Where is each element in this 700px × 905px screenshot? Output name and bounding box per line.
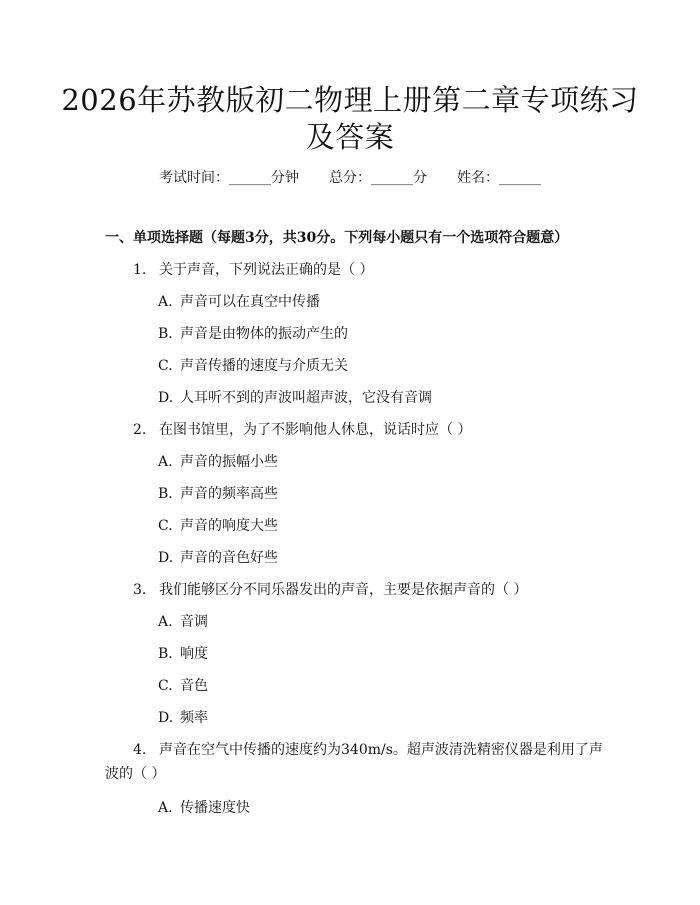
option-text: 人耳听不到的声波叫超声波，它没有音调: [180, 390, 432, 406]
option-letter: C.: [158, 678, 173, 694]
total-score-field: 总分：______分: [329, 170, 427, 186]
option-letter: A.: [158, 614, 173, 630]
question-4-option-a: [158, 798, 250, 818]
question-number: 2.: [133, 422, 147, 438]
option-letter: D.: [158, 550, 174, 566]
option-text: 声音的响度大些: [180, 518, 278, 534]
option-letter: A.: [158, 454, 173, 470]
question-text: 关于声音，下列说法正确的是（ ）: [159, 262, 374, 278]
section-title: 一、单项选择题（每题3分，共30分。下列每小题只有一个选项符合题意）: [105, 230, 569, 246]
question-text: 我们能够区分不同乐器发出的声音，主要是依据声音的（ ）: [159, 582, 528, 598]
option-text: 频率: [180, 710, 208, 726]
exam-time-field: 考试时间：______分钟: [159, 170, 299, 186]
option-letter: D.: [158, 390, 174, 406]
question-3-option-c: [158, 676, 208, 696]
option-text: 声音的振幅小些: [180, 454, 278, 470]
option-letter: A.: [158, 294, 173, 310]
question-text: 声音在空气中传播的速度约为340m/s。超声波清洗精密仪器是利用了声波的（ ）: [105, 742, 603, 782]
option-text: 声音的音色好些: [180, 550, 278, 566]
question-1-option-c: [158, 356, 348, 376]
question-1: [133, 260, 373, 280]
question-3-option-b: [158, 644, 208, 664]
option-text: 声音可以在真空中传播: [180, 294, 320, 310]
question-3-option-a: [158, 612, 208, 632]
option-letter: B.: [158, 486, 173, 502]
question-3-option-d: [158, 708, 208, 728]
question-2-option-c: [158, 516, 278, 536]
option-text: 声音传播的速度与介质无关: [180, 358, 348, 374]
option-letter: D.: [158, 710, 174, 726]
student-name-field: 姓名：______: [457, 170, 541, 186]
exam-info: [0, 168, 700, 188]
option-text: 声音的频率高些: [180, 486, 278, 502]
question-text: 在图书馆里，为了不影响他人休息，说话时应（ ）: [159, 422, 472, 438]
option-letter: B.: [158, 646, 173, 662]
question-2-option-a: [158, 452, 278, 472]
question-2-option-b: [158, 484, 278, 504]
question-2: [133, 420, 471, 440]
option-text: 传播速度快: [180, 800, 250, 816]
option-text: 音色: [180, 678, 208, 694]
document-title-line-2: 及答案: [305, 120, 395, 154]
question-4: [105, 738, 605, 786]
question-number: 3.: [133, 582, 147, 598]
option-letter: B.: [158, 326, 173, 342]
question-1-option-a: [158, 292, 320, 312]
question-3: [133, 580, 527, 600]
question-1-option-d: [158, 388, 432, 408]
option-text: 音调: [180, 614, 208, 630]
question-1-option-b: [158, 324, 348, 344]
option-text: 声音是由物体的振动产生的: [180, 326, 348, 342]
document-title-line-1: 2026年苏教版初二物理上册第二章专项练习: [61, 83, 639, 117]
question-number: 4.: [133, 742, 147, 758]
question-number: 1.: [133, 262, 147, 278]
option-letter: A.: [158, 800, 173, 816]
option-text: 响度: [180, 646, 208, 662]
question-2-option-d: [158, 548, 278, 568]
option-letter: C.: [158, 358, 173, 374]
option-letter: C.: [158, 518, 173, 534]
